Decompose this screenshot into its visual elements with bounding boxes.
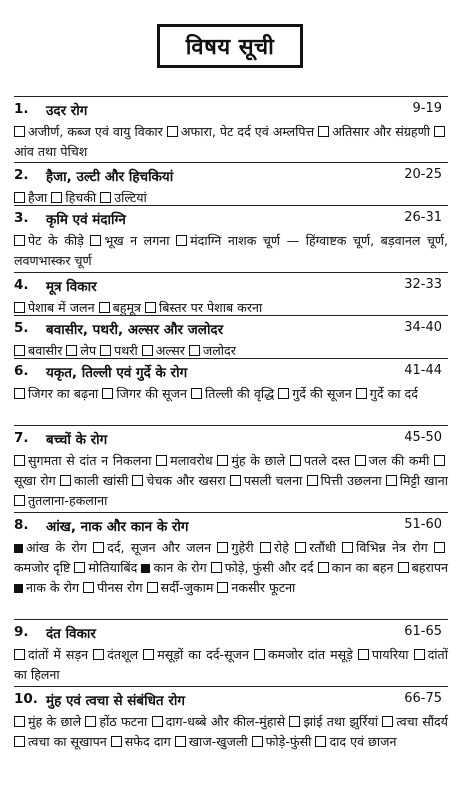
topic-label: हिचकी [65,190,97,205]
checkbox-square-icon [142,345,153,356]
checkbox-square-icon [152,716,163,727]
topic-item [60,473,128,488]
section-number: 9. [14,624,29,640]
topic-item [260,540,289,555]
checkbox-square-icon [14,716,25,727]
topic-item [14,540,87,555]
topic-item [132,473,225,488]
topic-label: तुतलाना-हकलाना [28,493,108,508]
section-title: उदर रोग [46,103,88,119]
topic-label: त्वचा सौंदर्य [396,714,448,729]
topic-label: उल्टियां [114,190,147,205]
topic-item [14,647,88,662]
section-topics [14,122,448,166]
checkbox-square-icon [14,126,25,137]
section-divider [14,686,448,687]
section-page-range: 61-65 [404,624,442,639]
section-title: हैजा, उल्टी और हिचकियां [46,169,174,185]
topic-item [51,190,96,205]
topic-item [111,734,171,749]
topic-label: झांई तथा झुर्रियां [303,714,379,729]
topic-label: दाद एवं छाजन [329,734,397,749]
section-page-range: 66-75 [404,691,442,706]
topic-label: अतिसार और संग्रहणी [332,124,430,139]
section-number: 7. [14,430,29,446]
topic-item [93,540,211,555]
checkbox-square-icon [278,388,289,399]
topic-label: फोड़े, फुंसी और दर्द [224,560,314,575]
topic-item [398,560,448,575]
section-number: 1. [14,101,29,117]
section-page-range: 32-33 [404,277,442,292]
section-title: दंत विकार [46,626,96,642]
topic-label: तिल्ली की वृद्धि [205,386,275,401]
topic-item [175,734,248,749]
section-title: कृमि एवं मंदाग्नि [46,212,126,228]
topic-label: आंख के रोग [26,540,87,555]
checkbox-square-icon [14,649,25,660]
section-title: मूत्र विकार [46,279,97,295]
topic-item [142,343,185,358]
topic-label: सफेद दाग [124,734,171,749]
topic-label: खाज-खुजली [188,734,248,749]
section-page-range: 34-40 [404,320,442,335]
topic-item [14,714,81,729]
section-number: 8. [14,517,29,533]
checkbox-square-icon [434,126,445,137]
checkbox-square-icon [230,475,241,486]
topic-item [14,580,79,595]
section-topics [14,451,448,517]
topic-label: दाग-धब्बे और कील-मुंहासे [165,714,286,729]
topic-label: दंतशूल [107,647,139,662]
topic-item [145,300,262,315]
topic-label: पित्ती उछलना [320,473,382,488]
checkbox-square-icon [217,542,228,553]
checkbox-square-icon [254,649,265,660]
checkbox-square-icon [156,455,167,466]
section-title: मुंह एवं त्वचा से संबंधित रोग [46,693,185,709]
checkbox-square-icon [289,716,300,727]
topic-item [307,473,382,488]
topic-item [217,540,253,555]
topic-label: मोतियाबिंद [88,560,138,575]
section-page-range: 51-60 [404,517,442,532]
checkbox-square-icon [93,649,104,660]
checkbox-square-icon [318,562,329,573]
section-number: 2. [14,167,29,183]
topic-label: अल्सर [155,343,185,358]
topic-label: पसली चलना [243,473,303,488]
topic-item [100,343,138,358]
topic-item [93,647,138,662]
topic-label: अजीर्ण, कब्ज एवं वायु विकार [28,124,163,139]
checkbox-square-icon [217,455,228,466]
checkbox-square-icon [342,542,353,553]
topic-item [358,647,409,662]
topic-item [100,190,147,205]
section-divider [14,512,448,513]
topic-label: अफारा, पेट दर्द एवं अम्लपित्त [180,124,315,139]
section-page-range: 45-50 [404,430,442,445]
checkbox-square-icon [398,562,409,573]
section-divider [14,96,448,97]
checkbox-square-icon [358,649,369,660]
topic-item [14,190,47,205]
checkbox-square-icon [307,475,318,486]
topic-item [90,233,169,248]
topic-label: मलावरोध [170,453,213,468]
topic-item [156,453,213,468]
topic-label: बहुमूत्र [112,300,141,315]
topic-item [14,453,152,468]
checkbox-square-icon [145,302,156,313]
topic-label: गुर्दे का दर्द [369,386,418,401]
topic-label: दर्द, सूजन और जलन [107,540,212,555]
section-topics [14,188,448,210]
section-divider [14,425,448,426]
topic-item [290,453,350,468]
topic-item [74,560,137,575]
section-page-range: 26-31 [404,210,442,225]
checkbox-square-icon [14,235,25,246]
checkbox-square-icon [83,582,94,593]
topic-item [289,714,378,729]
topic-label: बिस्तर पर पेशाब करना [159,300,263,315]
topic-label: फोड़े-फुंसी [265,734,312,749]
section-number: 3. [14,210,29,226]
page-title: विषय सूची [185,35,275,60]
topic-label: जलोदर [202,343,236,358]
section-divider [14,315,448,316]
checkbox-square-icon [66,345,77,356]
checkbox-square-icon [414,649,425,660]
topic-label: मंदाग्नि नाशक चूर्ण — हिंग्वाष्टक चूर्ण, बड़वानल चूर्ण, लवणभास्कर चूर्ण [14,233,449,268]
topic-label: मिट्टी खाना [399,473,448,488]
topic-label: काली खांसी [73,473,129,488]
checkbox-square-icon [175,736,186,747]
section-heading [0,691,460,711]
section-heading [0,101,460,121]
topic-label: नाक के रोग [26,580,80,595]
checkbox-square-icon [90,235,101,246]
topic-item [14,300,95,315]
checkbox-square-icon [14,455,25,466]
topic-item [85,714,147,729]
checkbox-square-icon [147,582,158,593]
checkbox-square-icon [434,542,445,553]
section-divider [14,358,448,359]
section-number: 6. [14,363,29,379]
checkbox-square-icon [189,345,200,356]
checkbox-square-icon [85,716,96,727]
topic-label: आंव तथा पेचिश [14,144,88,159]
checkbox-square-icon [315,736,326,747]
topic-item [147,580,214,595]
section-number: 10. [14,691,38,707]
checkbox-square-icon [14,192,25,203]
checkbox-square-icon [51,192,62,203]
topic-label: पेशाब में जलन [28,300,95,315]
topic-label: चेचक और खसरा [146,473,226,488]
topic-label: सर्दी-जुकाम [160,580,214,595]
checkbox-square-icon [111,736,122,747]
section-title: आंख, नाक और कान के रोग [46,519,189,535]
topic-label: मुंह के छाले [28,714,82,729]
topic-label: विभिन्न नेत्र रोग [356,540,428,555]
topic-item [14,386,98,401]
checkbox-square-icon [102,388,113,399]
section-title: बवासीर, पथरी, अल्सर और जलोदर [46,322,224,338]
section-heading [0,363,460,383]
topic-label: बवासीर [28,343,63,358]
topic-label: हैजा [28,190,48,205]
section-page-range: 9-19 [412,101,442,116]
section-number: 4. [14,277,29,293]
heading-box [157,24,303,68]
topic-label: कान का बहन [331,560,394,575]
section-divider [14,272,448,273]
checkbox-square-icon [386,475,397,486]
topic-label: कान के रोग [153,560,207,575]
topic-item [14,343,62,358]
topic-item [355,453,430,468]
checkbox-square-icon [356,388,367,399]
section-topics [14,341,448,363]
section-title: बच्चों के रोग [46,432,108,448]
section-topics [14,645,448,689]
topic-item [295,540,336,555]
topic-label: भूख न लगना [104,233,170,248]
topic-label: मुंह के छाले [231,453,286,468]
topic-item [382,714,448,729]
checkbox-square-icon [14,495,25,506]
topic-label: कमजोर दांत मसूड़े [267,647,353,662]
section-topics [14,231,448,275]
checkbox-square-icon [14,345,25,356]
topic-item [14,233,84,248]
section-title: यकृत, तिल्ली एवं गुर्दे के रोग [46,365,188,381]
section-heading [0,277,460,297]
checkbox-square-icon [217,582,228,593]
filled-square-icon [14,544,23,553]
checkbox-square-icon [355,455,366,466]
topic-label: बहरापन [411,560,448,575]
checkbox-square-icon [100,345,111,356]
topic-label: होंठ फटना [99,714,148,729]
topic-item [356,386,418,401]
checkbox-square-icon [14,388,25,399]
checkbox-square-icon [176,235,187,246]
topic-item [211,560,314,575]
section-heading [0,430,460,450]
checkbox-square-icon [132,475,143,486]
checkbox-square-icon [14,736,25,747]
topic-item [167,124,314,139]
checkbox-square-icon [167,126,178,137]
topic-item [99,300,141,315]
section-page-range: 20-25 [404,167,442,182]
section-topics [14,298,448,320]
topic-label: पायरिया [371,647,409,662]
checkbox-square-icon [211,562,222,573]
topic-item [14,734,107,749]
topic-item [191,386,274,401]
section-number: 5. [14,320,29,336]
topic-label: गुर्दे की सूजन [292,386,352,401]
checkbox-square-icon [143,649,154,660]
checkbox-square-icon [99,302,110,313]
checkbox-square-icon [14,302,25,313]
section-heading [0,167,460,187]
topic-item [83,580,142,595]
topic-label: दांतों में सड़न [28,647,89,662]
topic-item [143,647,249,662]
section-divider [14,162,448,163]
topic-item [189,343,236,358]
topic-label: जल की कमी [368,453,430,468]
section-topics [14,384,448,428]
topic-label: जिगर का बढ़ना [28,386,99,401]
topic-item [318,560,394,575]
topic-item [278,386,352,401]
topic-label: त्वचा का सूखापन [28,734,107,749]
filled-square-icon [14,584,23,593]
topic-label: रतौंधी [309,540,336,555]
section-page-range: 41-44 [404,363,442,378]
section-heading [0,517,460,537]
topic-label: जिगर की सूजन [116,386,187,401]
topic-item [315,734,396,749]
topic-label: नकसीर फूटना [231,580,296,595]
topic-label: पथरी [114,343,138,358]
section-topics [14,538,448,624]
topic-item [254,647,353,662]
checkbox-square-icon [434,455,445,466]
section-heading [0,624,460,644]
checkbox-square-icon [74,562,85,573]
topic-label: गुहेरी [231,540,254,555]
topic-item [141,560,206,575]
section-heading [0,320,460,340]
topic-label: रोहे [273,540,289,555]
topic-label: सूखा रोग [14,473,56,488]
topic-item [152,714,286,729]
section-heading [0,210,460,230]
checkbox-square-icon [252,736,263,747]
topic-label: पतले दस्त [303,453,351,468]
topic-item [386,473,448,488]
checkbox-square-icon [295,542,306,553]
topic-item [230,473,302,488]
checkbox-square-icon [260,542,271,553]
topic-label: सुगमता से दांत न निकलना [28,453,152,468]
topic-label: मसूड़ों का दर्द-सूजन [157,647,249,662]
checkbox-square-icon [100,192,111,203]
topic-label: पेट के कीड़े [28,233,84,248]
checkbox-square-icon [290,455,301,466]
checkbox-square-icon [93,542,104,553]
checkbox-square-icon [191,388,202,399]
topic-label: दांतों का हिलना [14,647,448,682]
section-divider [14,205,448,206]
checkbox-square-icon [318,126,329,137]
checkbox-square-icon [382,716,393,727]
topic-item [14,493,107,508]
topic-label: लेप [80,343,97,358]
topic-item [14,124,163,139]
section-divider [14,619,448,620]
topic-item [66,343,96,358]
topic-item [217,580,295,595]
topic-label: कमजोर दृष्टि [14,560,71,575]
filled-square-icon [141,564,150,573]
section-topics [14,712,448,778]
topic-item [252,734,312,749]
topic-label: पीनस रोग [97,580,143,595]
checkbox-square-icon [60,475,71,486]
topic-item [318,124,430,139]
topic-item [217,453,285,468]
topic-item [342,540,428,555]
topic-item [102,386,187,401]
